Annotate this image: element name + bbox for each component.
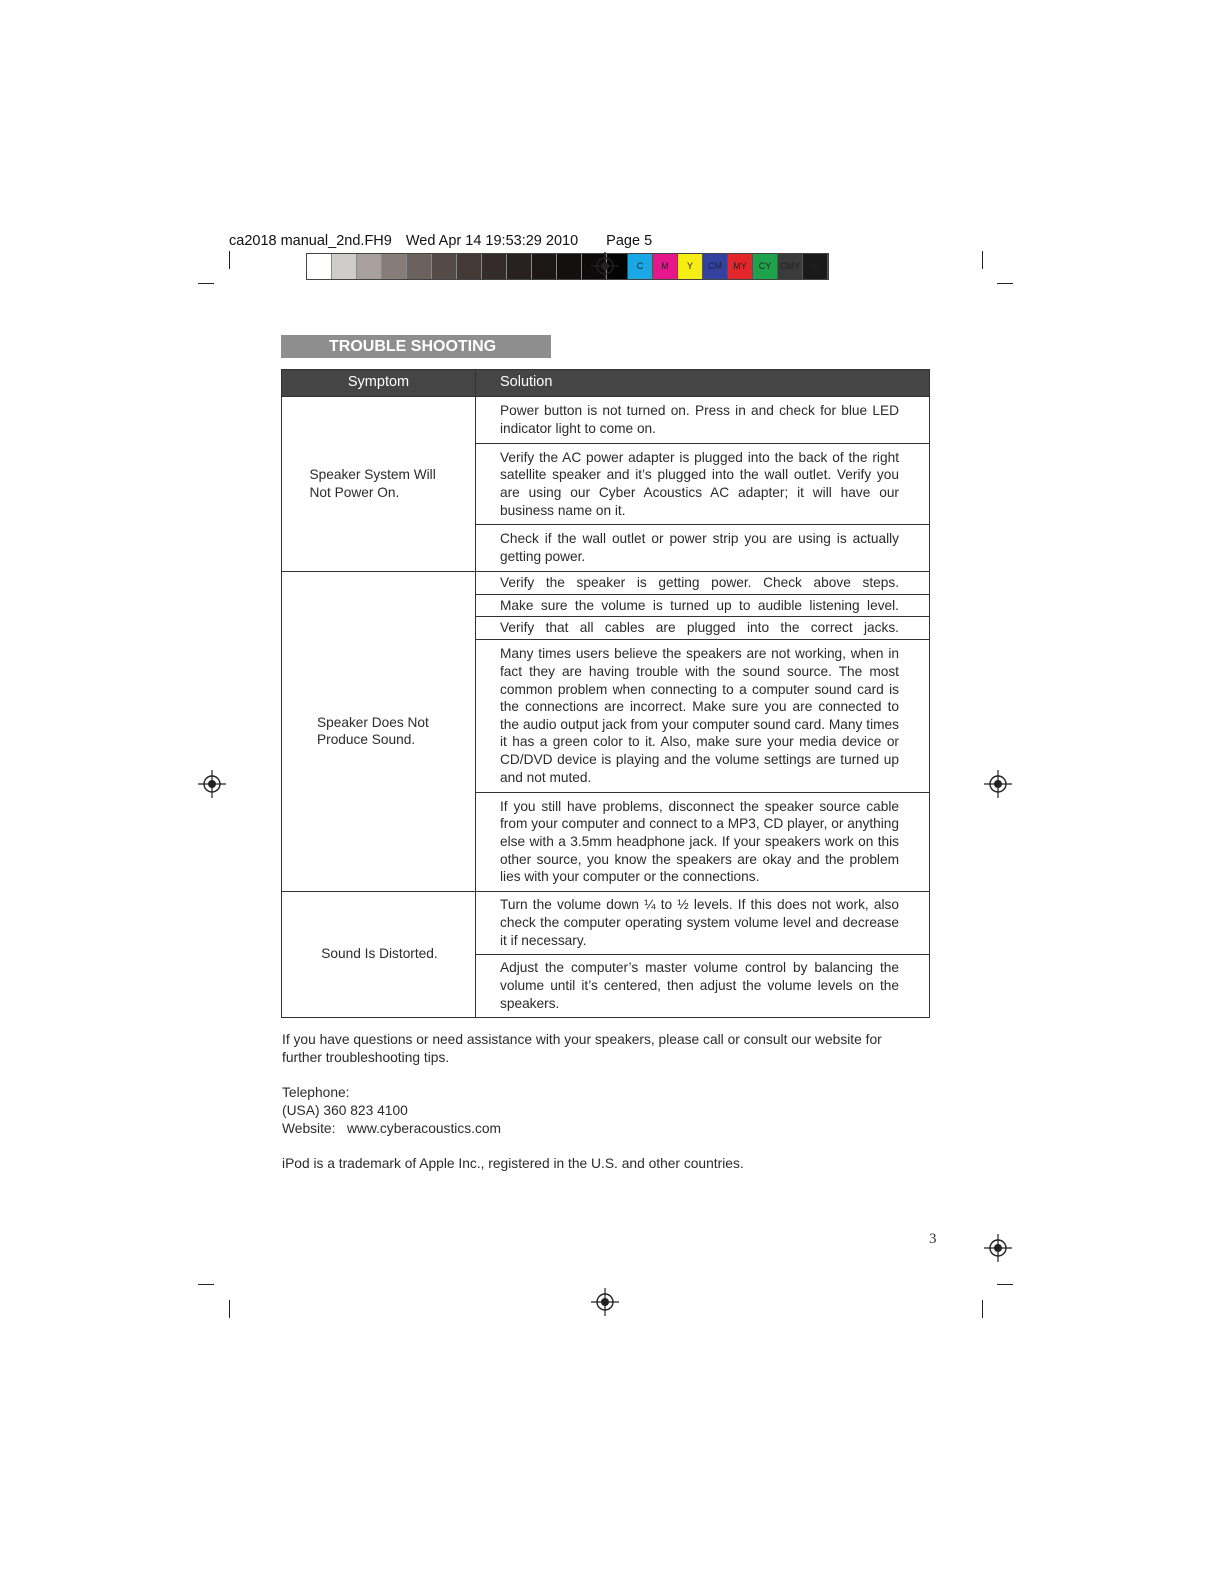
website-line [282, 1120, 501, 1138]
website-link[interactable]: www.cyberacoustics.com [346, 1121, 502, 1136]
crop-mark [229, 251, 230, 269]
cmyk-swatch: M [653, 254, 678, 279]
gray-swatch [357, 254, 382, 279]
gray-swatch [507, 254, 532, 279]
crop-mark [198, 283, 214, 284]
grayscale-bar [306, 253, 633, 280]
solution-cell: Power button is not turned on. Press in and check for blue LED indicator light to come on. [476, 397, 930, 444]
cmyk-swatch: MY [728, 254, 753, 279]
gray-swatch [307, 254, 332, 279]
crop-mark [982, 1300, 983, 1318]
cmyk-swatch: C [628, 254, 653, 279]
symptom-text: Speaker System Will Not Power On. [309, 467, 436, 500]
solution-cell: Turn the volume down ¼ to ½ levels. If this does not work, also check the computer operating system volume level and decrease it if necessary. [476, 891, 930, 954]
table-row [282, 397, 930, 444]
symptom-cell [282, 572, 476, 892]
header-symptom: Symptom [282, 370, 476, 397]
symptom-text: Sound Is Distorted. [321, 946, 438, 962]
slug-filename: ca2018 manual_2nd.FH9 [229, 233, 392, 249]
header-solution: Solution [476, 370, 930, 397]
solution-cell: If you still have problems, disconnect the speaker source cable from your computer and connect to a MP3, CD player, or anything else with a 3.5mm headphone jack. If your speakers work on this other source, you know the speakers are okay and the problem lies with your computer or the connections. [476, 792, 930, 891]
cmyk-color-bar [627, 253, 829, 280]
solution-cell: Make sure the volume is turned up to audible listening level. [476, 594, 930, 617]
cmyk-swatch: CMY [778, 254, 803, 279]
gray-swatch [532, 254, 557, 279]
registration-mark-icon [984, 1234, 1012, 1262]
crop-mark [997, 1284, 1013, 1285]
slug-date: Wed Apr 14 19:53:29 2010 [405, 233, 579, 249]
table-row [282, 572, 930, 595]
symptom-cell [282, 891, 476, 1017]
cmyk-swatch: K [803, 254, 828, 279]
cmyk-swatch: CY [753, 254, 778, 279]
solution-cell: Verify the AC power adapter is plugged into the back of the right satellite speaker and it’s plugged into the wall outlet. Verify you are using our Cyber Acoustics AC adapter; it will have our business name on it. [476, 444, 930, 525]
table-row [282, 891, 930, 954]
telephone-label: Telephone: [282, 1085, 350, 1100]
gray-swatch [482, 254, 507, 279]
solution-cell: Verify that all cables are plugged into the correct jacks. [476, 617, 930, 640]
section-title: TROUBLE SHOOTING [281, 335, 551, 358]
gray-swatch [557, 254, 582, 279]
symptom-text: Speaker Does Not Produce Sound. [317, 714, 429, 748]
gray-swatch [432, 254, 457, 279]
page-number: 3 [929, 1231, 937, 1247]
troubleshooting-table [281, 369, 930, 1018]
gray-swatch [407, 254, 432, 279]
trademark-notice: iPod is a trademark of Apple Inc., registered in the U.S. and other countries. [282, 1156, 744, 1171]
crop-mark [198, 1284, 214, 1285]
website-label: Website: [282, 1121, 336, 1136]
solution-cell: Adjust the computer’s master volume control by balancing the volume until it’s centered, then adjust the volume levels on the speakers. [476, 954, 930, 1017]
registration-mark-icon [198, 770, 226, 798]
table-header-row [282, 370, 930, 397]
crop-mark [997, 283, 1013, 284]
printer-slug [229, 233, 662, 249]
gray-swatch [382, 254, 407, 279]
cmyk-swatch: Y [678, 254, 703, 279]
crop-mark [982, 251, 983, 269]
telephone-number: (USA) 360 823 4100 [282, 1103, 408, 1118]
assistance-text: If you have questions or need assistance with your speakers, please call or consult our website for further troubleshooting tips. [282, 1032, 882, 1065]
registration-mark-icon [984, 770, 1012, 798]
crop-mark [229, 1300, 230, 1318]
cmyk-swatch: CM [703, 254, 728, 279]
solution-cell: Verify the speaker is getting power. Check above steps. [476, 572, 930, 595]
gray-swatch [457, 254, 482, 279]
solution-cell: Check if the wall outlet or power strip you are using is actually getting power. [476, 525, 930, 572]
registration-mark-icon [591, 252, 619, 280]
slug-page: Page 5 [606, 233, 653, 249]
registration-mark-icon [591, 1288, 619, 1316]
gray-swatch [332, 254, 357, 279]
symptom-cell [282, 397, 476, 572]
solution-cell: Many times users believe the speakers are not working, when in fact they are having trouble with the sound source. The most common problem when connecting to a computer sound card is the connections are incorrect. Make sure you are connected to the audio output jack from your computer sound card. Many times it has a green color to it. Also, make sure your media device or CD/DVD device is playing and the volume settings are turned up and not muted. [476, 639, 930, 792]
